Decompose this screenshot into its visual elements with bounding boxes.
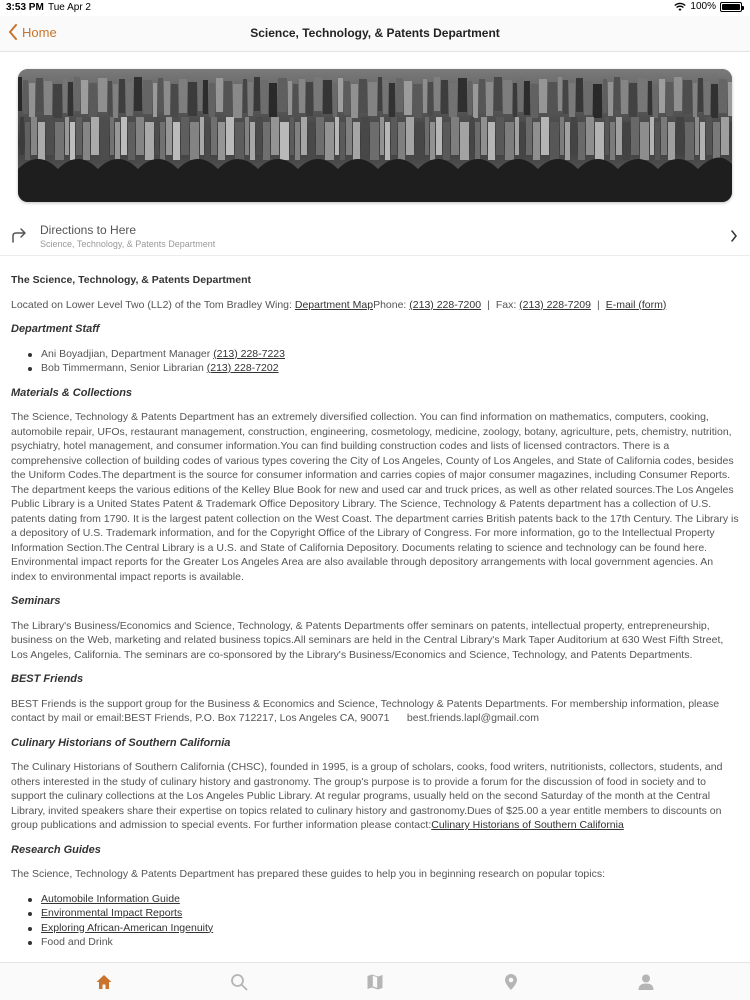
location-text: Located on Lower Level Two (LL2) of the Tom Bradley Wing: bbox=[11, 298, 295, 311]
best-friends-text: BEST Friends is the support group for the Business & Economics and Science, Technology & Patents Departments. For membership information, please contact by mail or email:BEST Friends, P.O. Box 712217, Los Angeles CA, 90071 best.friends.lapl@gmail.com bbox=[11, 697, 723, 724]
back-label: Home bbox=[22, 24, 57, 40]
directions-subtitle: Science, Technology, & Patents Department bbox=[40, 239, 216, 249]
article bbox=[11, 273, 739, 956]
guide-link[interactable]: Environmental Impact Reports bbox=[41, 907, 183, 919]
guide-link[interactable]: Exploring African-American Ingenuity bbox=[41, 921, 214, 934]
research-guides-list bbox=[11, 892, 739, 950]
culinary-paragraph bbox=[11, 760, 739, 833]
status-bar bbox=[0, 0, 750, 16]
staff-phone-link[interactable]: (213) 228-7202 bbox=[206, 362, 279, 374]
profile-icon bbox=[637, 973, 655, 991]
list-item bbox=[11, 935, 739, 950]
list-item bbox=[11, 361, 739, 376]
content-scroll[interactable] bbox=[0, 52, 750, 962]
directions-title: Directions to Here bbox=[40, 223, 137, 237]
tab-search[interactable] bbox=[227, 970, 251, 994]
tab-location[interactable] bbox=[499, 970, 523, 994]
materials-heading: Materials & Collections bbox=[11, 386, 133, 399]
culinary-text: The Culinary Historians of Southern California (CHSC), founded in 1995, is a group of scholars, cooks, food writers, nutritionists, collectors, students, and others interested in the study of culinary history and gastronomy. The group's purpose is to provide a forum for the discussion of food in society and to support the culinary collections at the Los Angeles Public Library. At regular programs, usually held on the second Saturday of the month at the Central Library, invited speakers share their expertise on topics related to culinary history and gastronomy.Dues of $25.00 a year entitle members to discounts on group publications and admission to special events. For further information please contact: bbox=[11, 761, 723, 831]
phone-label: Phone: bbox=[373, 298, 410, 311]
location-paragraph bbox=[11, 298, 739, 313]
list-item bbox=[11, 906, 739, 921]
search-icon bbox=[230, 973, 248, 991]
article-heading: The Science, Technology, & Patents Department bbox=[11, 274, 251, 286]
seminars-heading: Seminars bbox=[11, 595, 61, 607]
directions-row[interactable] bbox=[0, 218, 750, 256]
staff-name: Bob Timmermann, Senior Librarian bbox=[41, 362, 207, 374]
chevron-right-icon bbox=[730, 230, 738, 242]
tab-profile[interactable] bbox=[634, 970, 658, 994]
staff-name: Ani Boyadjian, Department Manager bbox=[41, 347, 214, 360]
email-form-link[interactable]: E-mail (form) bbox=[605, 298, 667, 311]
home-icon bbox=[95, 973, 113, 991]
materials-text: The Science, Technology & Patents Department has an extremely diversified collection. You can find information on mathematics, computers, cooking, automobile repair, UFOs, restaurant management, construction, engineering, cosmetology, medicine, zoology, botany, agriculture, pets, chemistry, nutrition, psychiatry, hotel management, and consumer information.You can find building construction codes and lists of licensed contractors. There is a comprehensive collection of building codes of various types covering the City of Los Angeles, County of Los Angeles, and State of California codes, besides the Uniform Codes.The department is the source for consumer information and carries copies of major consumer magazines, including Consumer Reports. The department keeps the various editions of the Kelley Blue Book for new and used car and truck prices, as well as other related sources.The Los Angeles Public Library is a United States Patent & Trademark Office Depository Library. The Science, Technology & Patents department has a collection of U.S. patents dating from 1790. It is the largest patent collection on the West Coast. The department carries British patents back to the 17th Century. The Library is a depository of U.S. Trademark information, and for the Copyright Office of the Library of Congress. For more information, go to the Intellectual Property Information Section.The Central Library is a U.S. and State of California Depository. Documents relating to science and technology can be found here. Environmental impact reports for the Greater Los Angeles Area are also available through depository arrangements with local government agencies. An index to environmental impact reports is available. bbox=[11, 411, 739, 583]
battery-icon bbox=[720, 2, 742, 12]
directions-icon bbox=[11, 226, 29, 244]
fax-link[interactable]: (213) 228-7209 bbox=[519, 298, 591, 311]
location-pin-icon bbox=[502, 973, 520, 991]
staff-phone-link[interactable]: (213) 228-7223 bbox=[213, 347, 285, 360]
list-item bbox=[11, 921, 739, 936]
culinary-heading: Culinary Historians of Southern California bbox=[11, 736, 231, 749]
staff-list bbox=[11, 347, 739, 376]
banner-image bbox=[18, 69, 732, 202]
separator: | bbox=[487, 298, 490, 311]
tab-home[interactable] bbox=[92, 970, 116, 994]
fax-label: Fax: bbox=[495, 298, 520, 311]
map-icon bbox=[366, 973, 384, 991]
guide-link[interactable]: Automobile Information Guide bbox=[41, 892, 180, 905]
phone-link[interactable]: (213) 228-7200 bbox=[409, 298, 482, 311]
separator: | bbox=[596, 298, 600, 311]
status-right bbox=[674, 1, 742, 12]
wifi-icon bbox=[674, 2, 686, 12]
tab-bar bbox=[0, 962, 750, 1000]
research-guides-heading: Research Guides bbox=[11, 843, 101, 856]
best-friends-heading: BEST Friends bbox=[11, 673, 84, 685]
seminars-text: The Library's Business/Economics and Science, Technology, & Patents Departments offer seminars on patents, intellectual property, entrepreneurship, business on the Web, marketing and related business topics.All seminars are held in the Central Library's Mark Taper Auditorium at 630 West Fifth Street, Los Angeles, California. The seminars are co-sponsored by the Library's Business/Economics and Science, Technology, and Patents Departments. bbox=[11, 619, 724, 661]
staff-heading: Department Staff bbox=[11, 323, 100, 335]
culinary-link[interactable]: Culinary Historians of Southern California bbox=[431, 819, 624, 831]
nav-bar bbox=[0, 16, 750, 52]
research-guides-text: The Science, Technology & Patents Department has prepared these guides to help you in beginning research on popular topics: bbox=[11, 868, 606, 880]
department-map-link[interactable]: Department Map bbox=[294, 298, 374, 311]
battery-percent: 100% bbox=[690, 1, 716, 12]
status-date: Tue Apr 2 bbox=[48, 2, 91, 13]
guide-text: Food and Drink bbox=[41, 936, 113, 948]
page-title: Science, Technology, & Patents Department bbox=[250, 26, 500, 40]
status-time: 3:53 PM bbox=[6, 2, 44, 13]
tab-map[interactable] bbox=[363, 970, 387, 994]
list-item bbox=[11, 892, 739, 907]
list-item bbox=[11, 347, 739, 362]
